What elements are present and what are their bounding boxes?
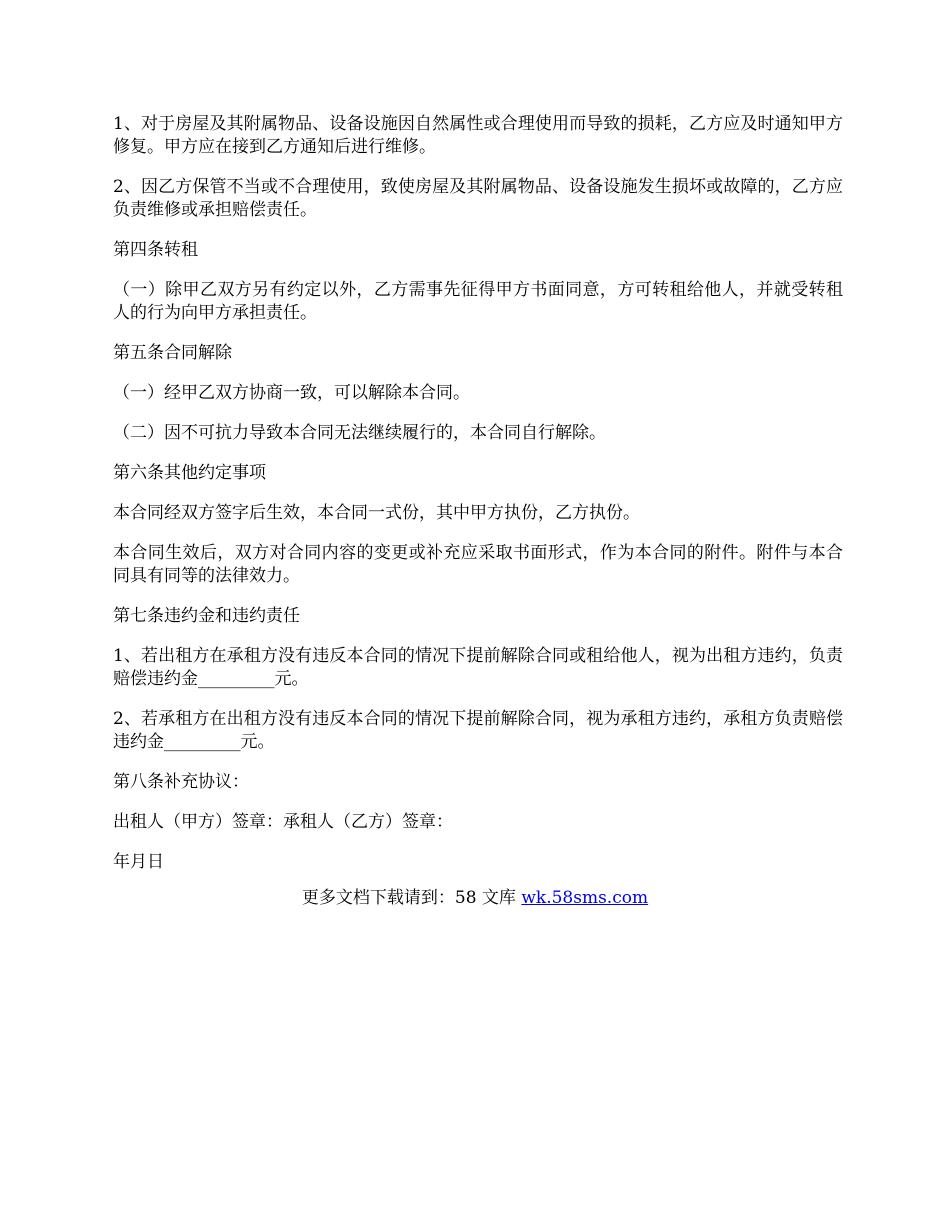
section-heading-sublease: 第四条转租 [113, 240, 198, 260]
clause-1-repair-notice: 1、对于房屋及其附属物品、设备设施因自然属性或合理使用而导致的损耗，乙方应及时通知甲方修复。甲方应在接到乙方通知后进行维修。 [113, 114, 843, 157]
other-terms-amendments: 本合同生效后，双方对合同内容的变更或补充应采取书面形式，作为本合同的附件。附件与本合同具有同等的法律效力。 [113, 543, 843, 586]
signature-line: 出租人（甲方）签章：承租人（乙方）签章： [113, 812, 453, 832]
section-heading-penalty: 第七条违约金和违约责任 [113, 606, 300, 626]
penalty-item-lessee: 2、若承租方在出租方没有违反本合同的情况下提前解除合同，视为承租方违约，承租方负责赔偿违约金_________元。 [113, 709, 843, 752]
termination-item-1: （一）经甲乙双方协商一致，可以解除本合同。 [113, 383, 470, 403]
section-heading-supplement: 第八条补充协议： [113, 772, 249, 792]
sublease-item-1: （一）除甲乙双方另有约定以外，乙方需事先征得甲方书面同意，方可转租给他人，并就受转租人的行为向甲方承担责任。 [113, 280, 843, 323]
date-line: 年月日 [113, 852, 164, 872]
section-heading-termination: 第五条合同解除 [113, 343, 232, 363]
clause-2-damage-liability: 2、因乙方保管不当或不合理使用，致使房屋及其附属物品、设备设施发生损坏或故障的，乙方应负责维修或承担赔偿责任。 [113, 177, 843, 220]
footer-site-link[interactable]: wk.58sms.com [521, 888, 649, 908]
termination-item-2: （二）因不可抗力导致本合同无法继续履行的，本合同自行解除。 [113, 423, 606, 443]
section-heading-other-terms: 第六条其他约定事项 [113, 463, 266, 483]
penalty-item-lessor: 1、若出租方在承租方没有违反本合同的情况下提前解除合同或租给他人，视为出租方违约，负责赔偿违约金_________元。 [113, 646, 843, 689]
download-footer [0, 887, 950, 910]
other-terms-effective: 本合同经双方签字后生效，本合同一式份，其中甲方执份，乙方执份。 [113, 503, 640, 523]
document-body [113, 113, 843, 891]
footer-prefix-text: 更多文档下载请到：58 文库 [301, 888, 522, 908]
